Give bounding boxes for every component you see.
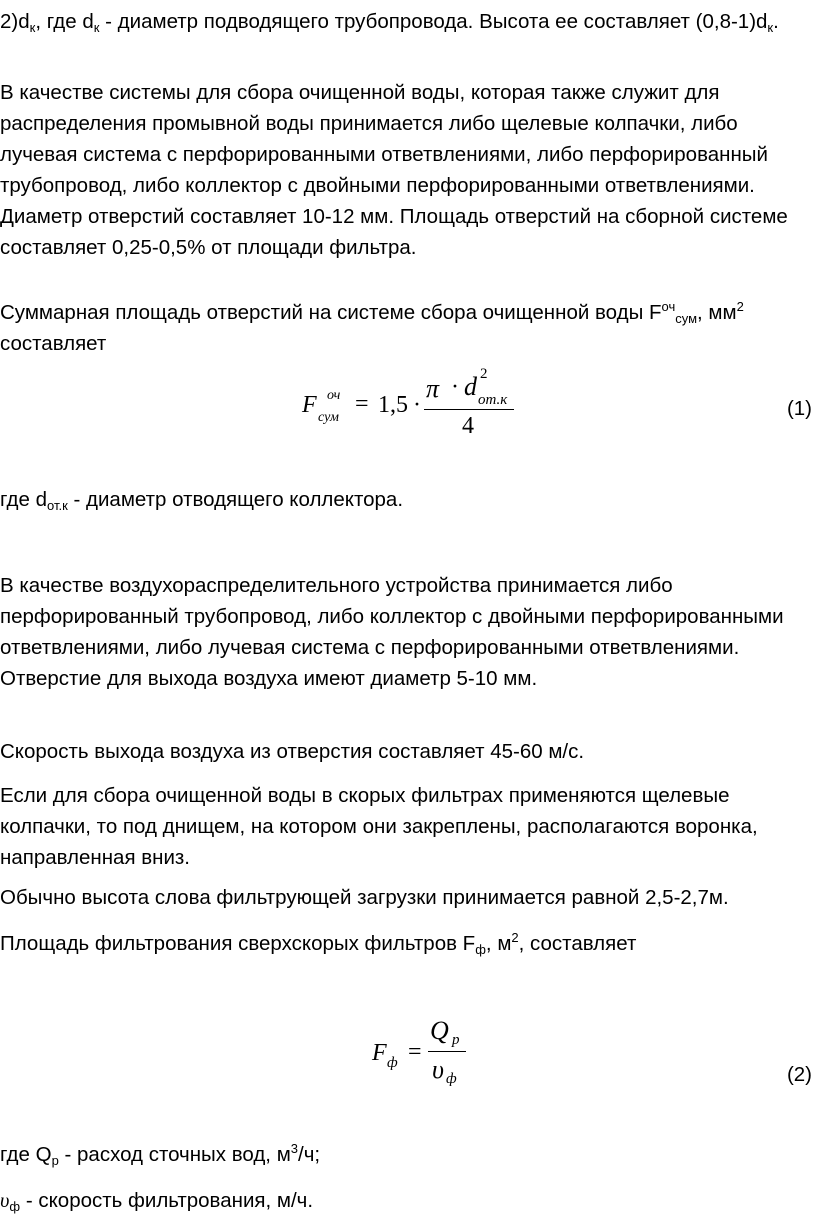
- eq2-f: F: [372, 1040, 387, 1066]
- eq2-v: υ: [432, 1055, 444, 1084]
- eq1-fraction-bar: [424, 409, 514, 410]
- paragraph-air-speed: Скорость выхода воздуха из отверстия составляет 45-60 м/с.: [0, 740, 585, 763]
- paragraph-total-area: Суммарная площадь отверстий на системе сбора очищенной воды $F^{оч}_{сум}$, $мм^2$ составляет: [0, 299, 744, 355]
- eq2-f-sub: ф: [387, 1055, 398, 1071]
- eq1-d: d: [464, 372, 477, 401]
- eq1-denominator: 4: [462, 413, 474, 439]
- eq1-dot2: ·: [451, 374, 459, 400]
- eq1-f: F: [302, 392, 317, 418]
- eq2-number: (2): [786, 1063, 812, 1086]
- eq1-d-sup: 2: [480, 366, 488, 382]
- paragraph-filter-area: Площадь фильтрования сверхскорых фильтров $F_ф$, $м^2$, составляет: [0, 930, 637, 957]
- eq2-fraction-bar: [428, 1051, 466, 1052]
- eq1-f-sub: сум: [318, 410, 339, 425]
- paragraph-inlet-pipe: $2)d_к$, где $d_к$ - диаметр подводящего трубопровода. Высота ее составляет $(0,8-1)d_к$.: [0, 10, 779, 35]
- eq1-pi: π: [426, 374, 440, 403]
- eq1-number: (1): [786, 397, 812, 420]
- eq2-v-sub: ф: [446, 1071, 457, 1087]
- eq2-q-sub: р: [452, 1032, 460, 1048]
- paragraph-where-q: где $Q_р$ - расход сточных вод, $м^3/ч$;: [0, 1141, 321, 1168]
- paragraph-where-d: где $d_{от.к}$ - диаметр отводящего коллектора.: [0, 488, 404, 513]
- eq2-q: Q: [430, 1016, 449, 1045]
- paragraph-slot-caps: Если для сбора очищенной воды в скорых фильтрах применяются щелевые колпачки, то под днищем, на котором они закреплены, располагаются воронка, направленная вниз.: [0, 784, 758, 869]
- paragraph-collection-system: В качестве системы для сбора очищенной воды, которая также служит для распределения промывной воды принимается либо щелевые колпачки, либо лучевая система с перфорированными ответвлениями, либо перфорированный трубопровод, либо коллектор с двойными перфорированными ответвлениями. Диаметр отверстий составляет 10-12 мм. Площадь отверстий на сборной системе составляет 0,25-0,5% от площади фильтра.: [0, 81, 788, 259]
- paragraph-air-distribution: В качестве воздухораспределительного устройства принимается либо перфорированный трубопровод, либо коллектор с двойными перфорированными ответвлениями, либо лучевая система с перфорированными ответвлениями. Отверстие для выхода воздуха имеют диаметр 5-10 мм.: [0, 574, 784, 690]
- eq1-coef: 1,5: [378, 392, 408, 418]
- eq2-equals: =: [408, 1039, 422, 1065]
- paragraph-filter-speed: $\upsilon_ф$ - скорость фильтрования, м/ч.: [0, 1189, 314, 1214]
- eq1-f-sup: оч: [327, 388, 341, 403]
- paragraph-load-height: Обычно высота слова фильтрующей загрузки принимается равной 2,5-2,7м.: [0, 886, 729, 909]
- eq1-dot: ·: [413, 392, 421, 418]
- eq1-equals: =: [355, 391, 369, 417]
- eq1-d-sub: от.к: [478, 392, 508, 408]
